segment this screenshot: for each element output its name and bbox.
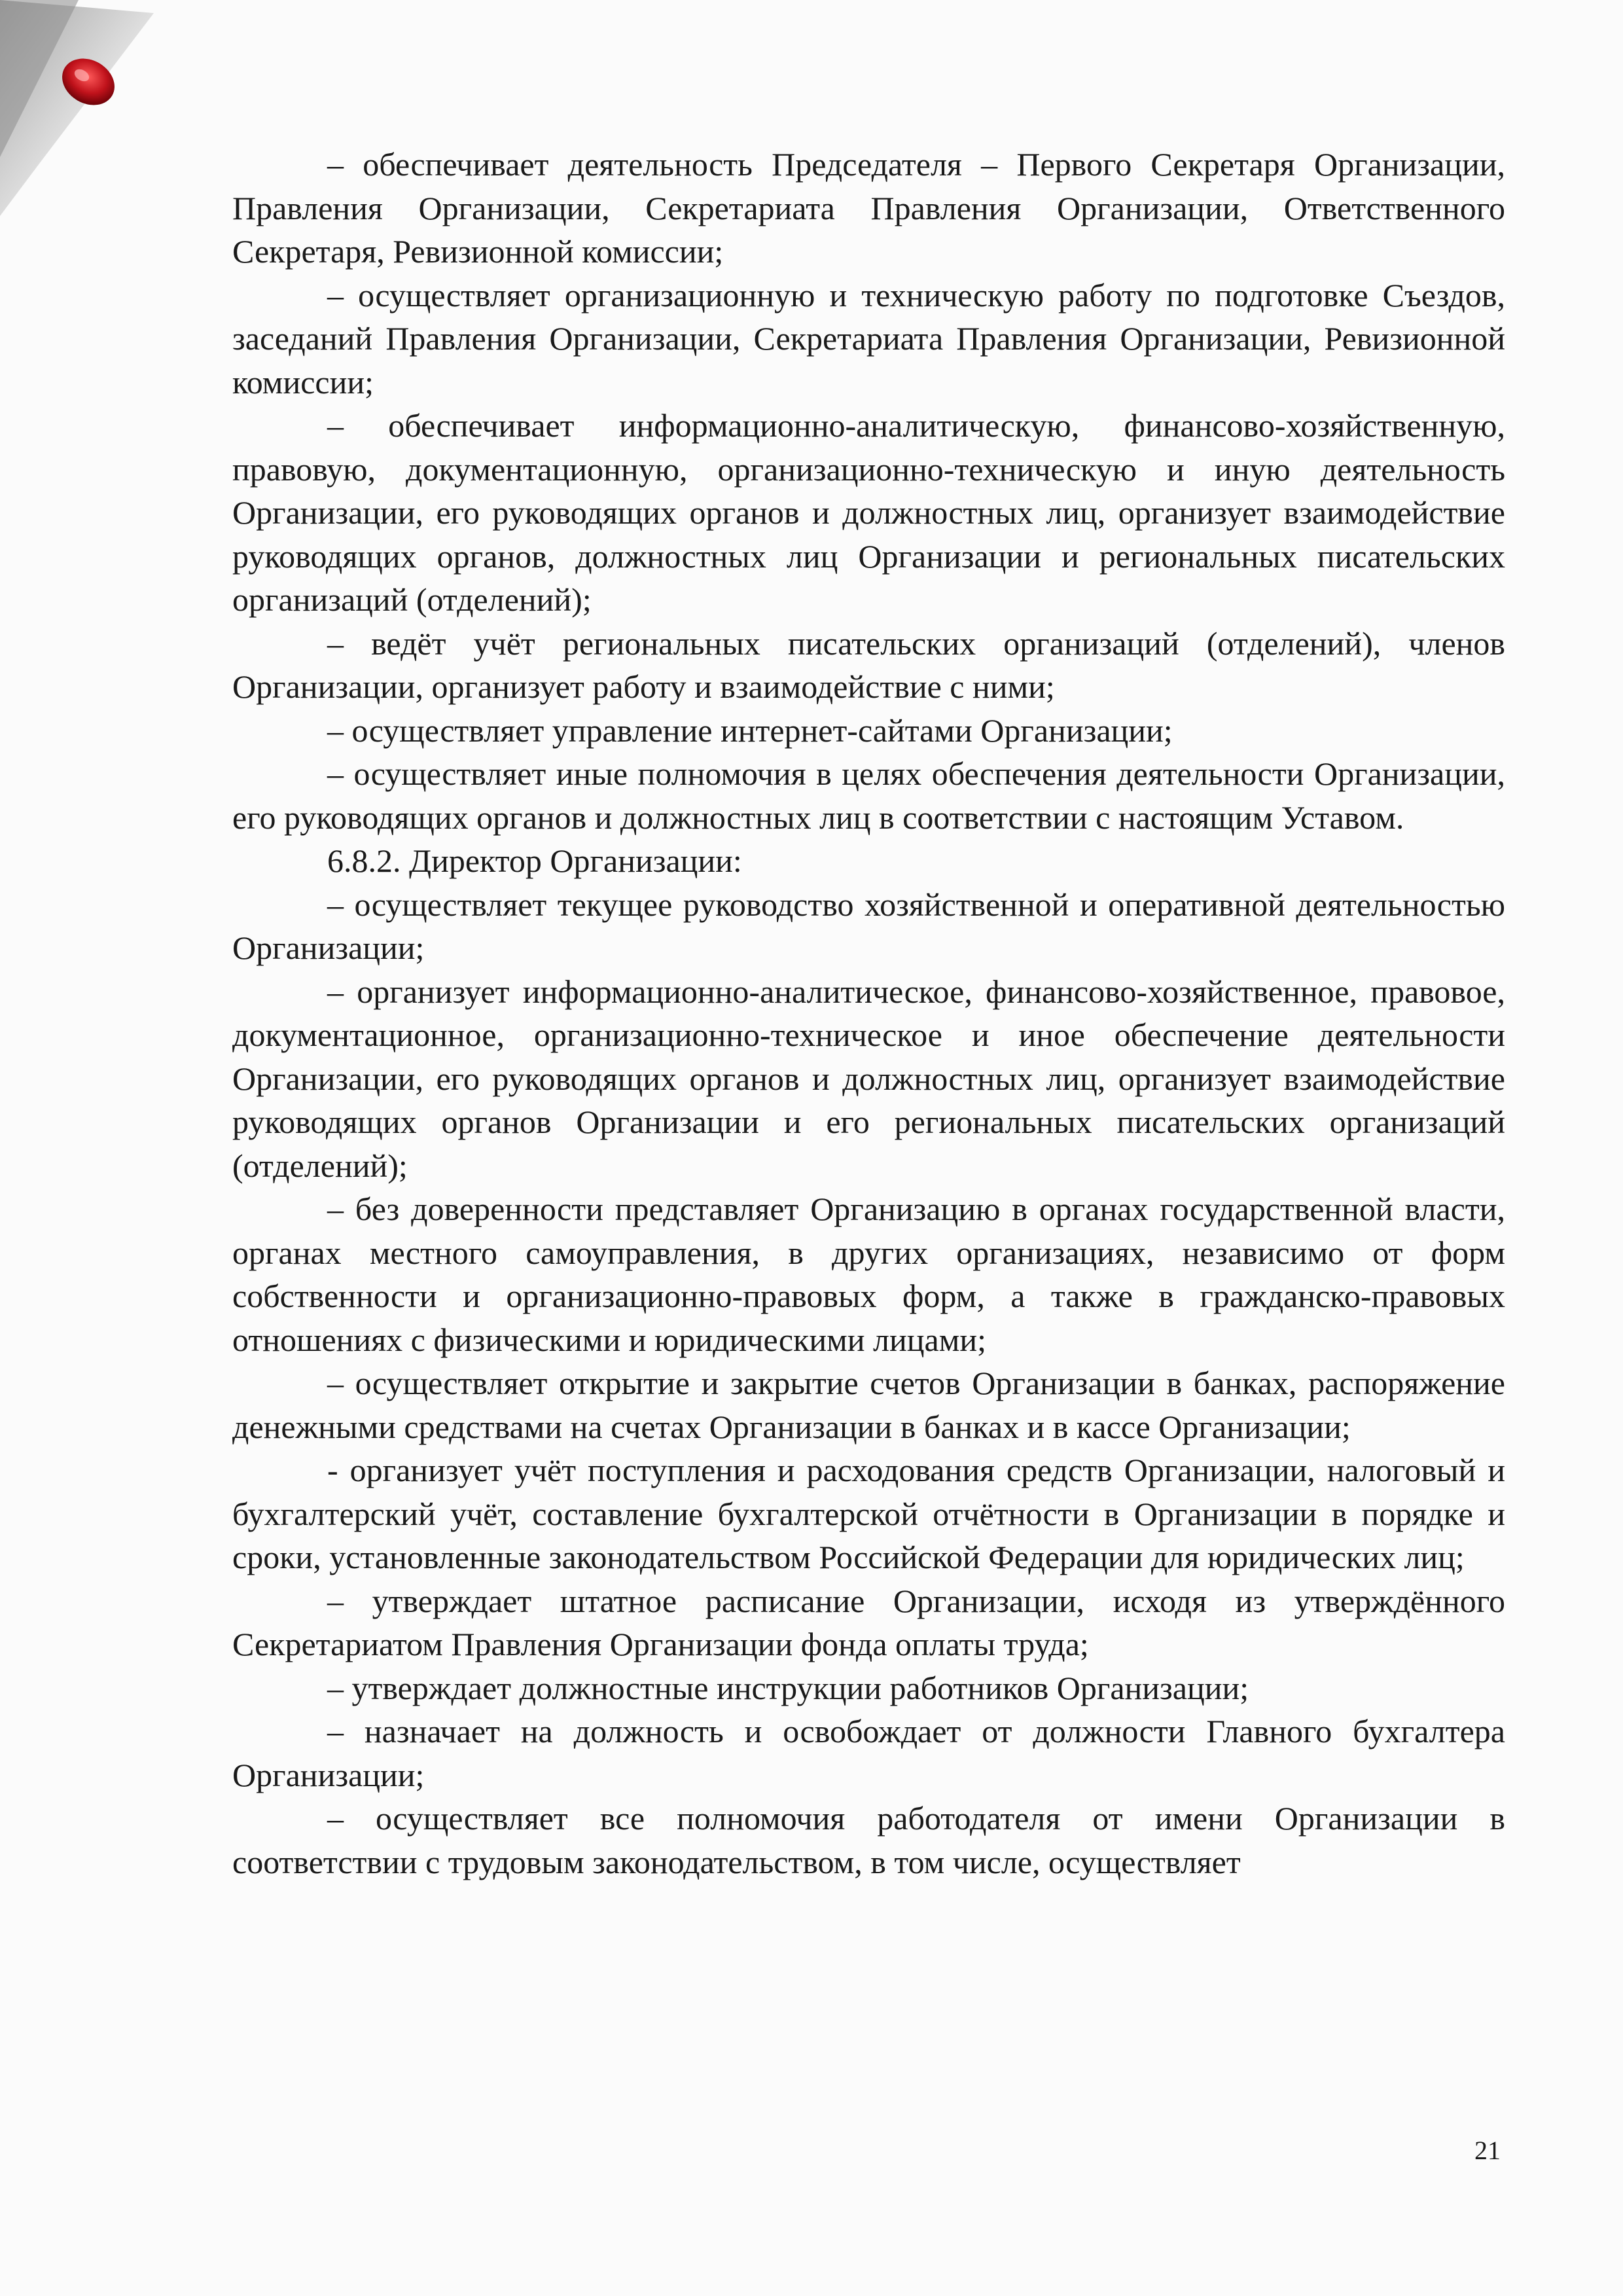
page-number: 21: [1474, 2136, 1501, 2165]
paragraph: – осуществляет управление интернет-сайтами Организации;: [327, 711, 1173, 749]
paragraph: – осуществляет иные полномочия в целях обеспечения деятельности Организации, его руководящих органов и должностных лиц в соответствии с настоящим Уставом.: [232, 755, 1505, 836]
paper-clip-icon: [0, 0, 170, 236]
paragraph: – утверждает должностные инструкции работников Организации;: [327, 1669, 1249, 1706]
paragraph: – утверждает штатное расписание Организации, исходя из утверждённого Секретариатом Правления Организации фонда оплаты труда;: [232, 1582, 1505, 1662]
paragraph: – без доверенности представляет Организацию в органах государственной власти, органах местного самоуправления, в других организациях, независимо от форм собственности и организационно-правовых форм, а также в гражданско-правовых отношениях с физическими и юридическими лицами;: [232, 1191, 1505, 1358]
paragraph: - организует учёт поступления и расходования средств Организации, налоговый и бухгалтерский учёт, составление бухгалтерской отчётности в Организации в порядке и сроки, установленные законодательством Российской Федерации для юридических лиц;: [232, 1452, 1505, 1575]
section-heading: 6.8.2. Директор Организации:: [327, 842, 742, 879]
paragraph: – осуществляет текущее руководство хозяйственной и оперативной деятельностью Организации;: [232, 886, 1505, 966]
paragraph: – организует информационно-аналитическое, финансово-хозяйственное, правовое, документационное, организационно-техническое и иное обеспечение деятельности Организации, его руководящих органов и должностных лиц, организует взаимодействие руководящих органов Организации и его региональных писательских организаций (отделений);: [232, 973, 1505, 1184]
paragraph: – обеспечивает деятельность Председателя – Первого Секретаря Организации, Правления Организации, Секретариата Правления Организации, Ответственного Секретаря, Ревизионной комиссии;: [232, 146, 1505, 270]
paragraph: – назначает на должность и освобождает от должности Главного бухгалтера Организации;: [232, 1713, 1505, 1793]
paragraph: – обеспечивает информационно-аналитическую, финансово-хозяйственную, правовую, документационную, организационно-техническую и иную деятельность Организации, его руководящих органов и должностных лиц, организует взаимодействие руководящих органов, должностных лиц Организации и региональных писательских организаций (отделений);: [232, 407, 1505, 618]
document-body: [232, 143, 1505, 1884]
paragraph: – осуществляет все полномочия работодателя от имени Организации в соответствии с трудовым законодательством, в том числе, осуществляет: [232, 1800, 1505, 1880]
paragraph: – осуществляет организационную и техническую работу по подготовке Съездов, заседаний Правления Организации, Секретариата Правления Организации, Ревизионной комиссии;: [232, 276, 1505, 401]
paragraph: – ведёт учёт региональных писательских организаций (отделений), членов Организации, организует работу и взаимодействие с ними;: [232, 624, 1505, 705]
paragraph: – осуществляет открытие и закрытие счетов Организации в банках, распоряжение денежными средствами на счетах Организации в банках и в кассе Организации;: [232, 1365, 1505, 1445]
